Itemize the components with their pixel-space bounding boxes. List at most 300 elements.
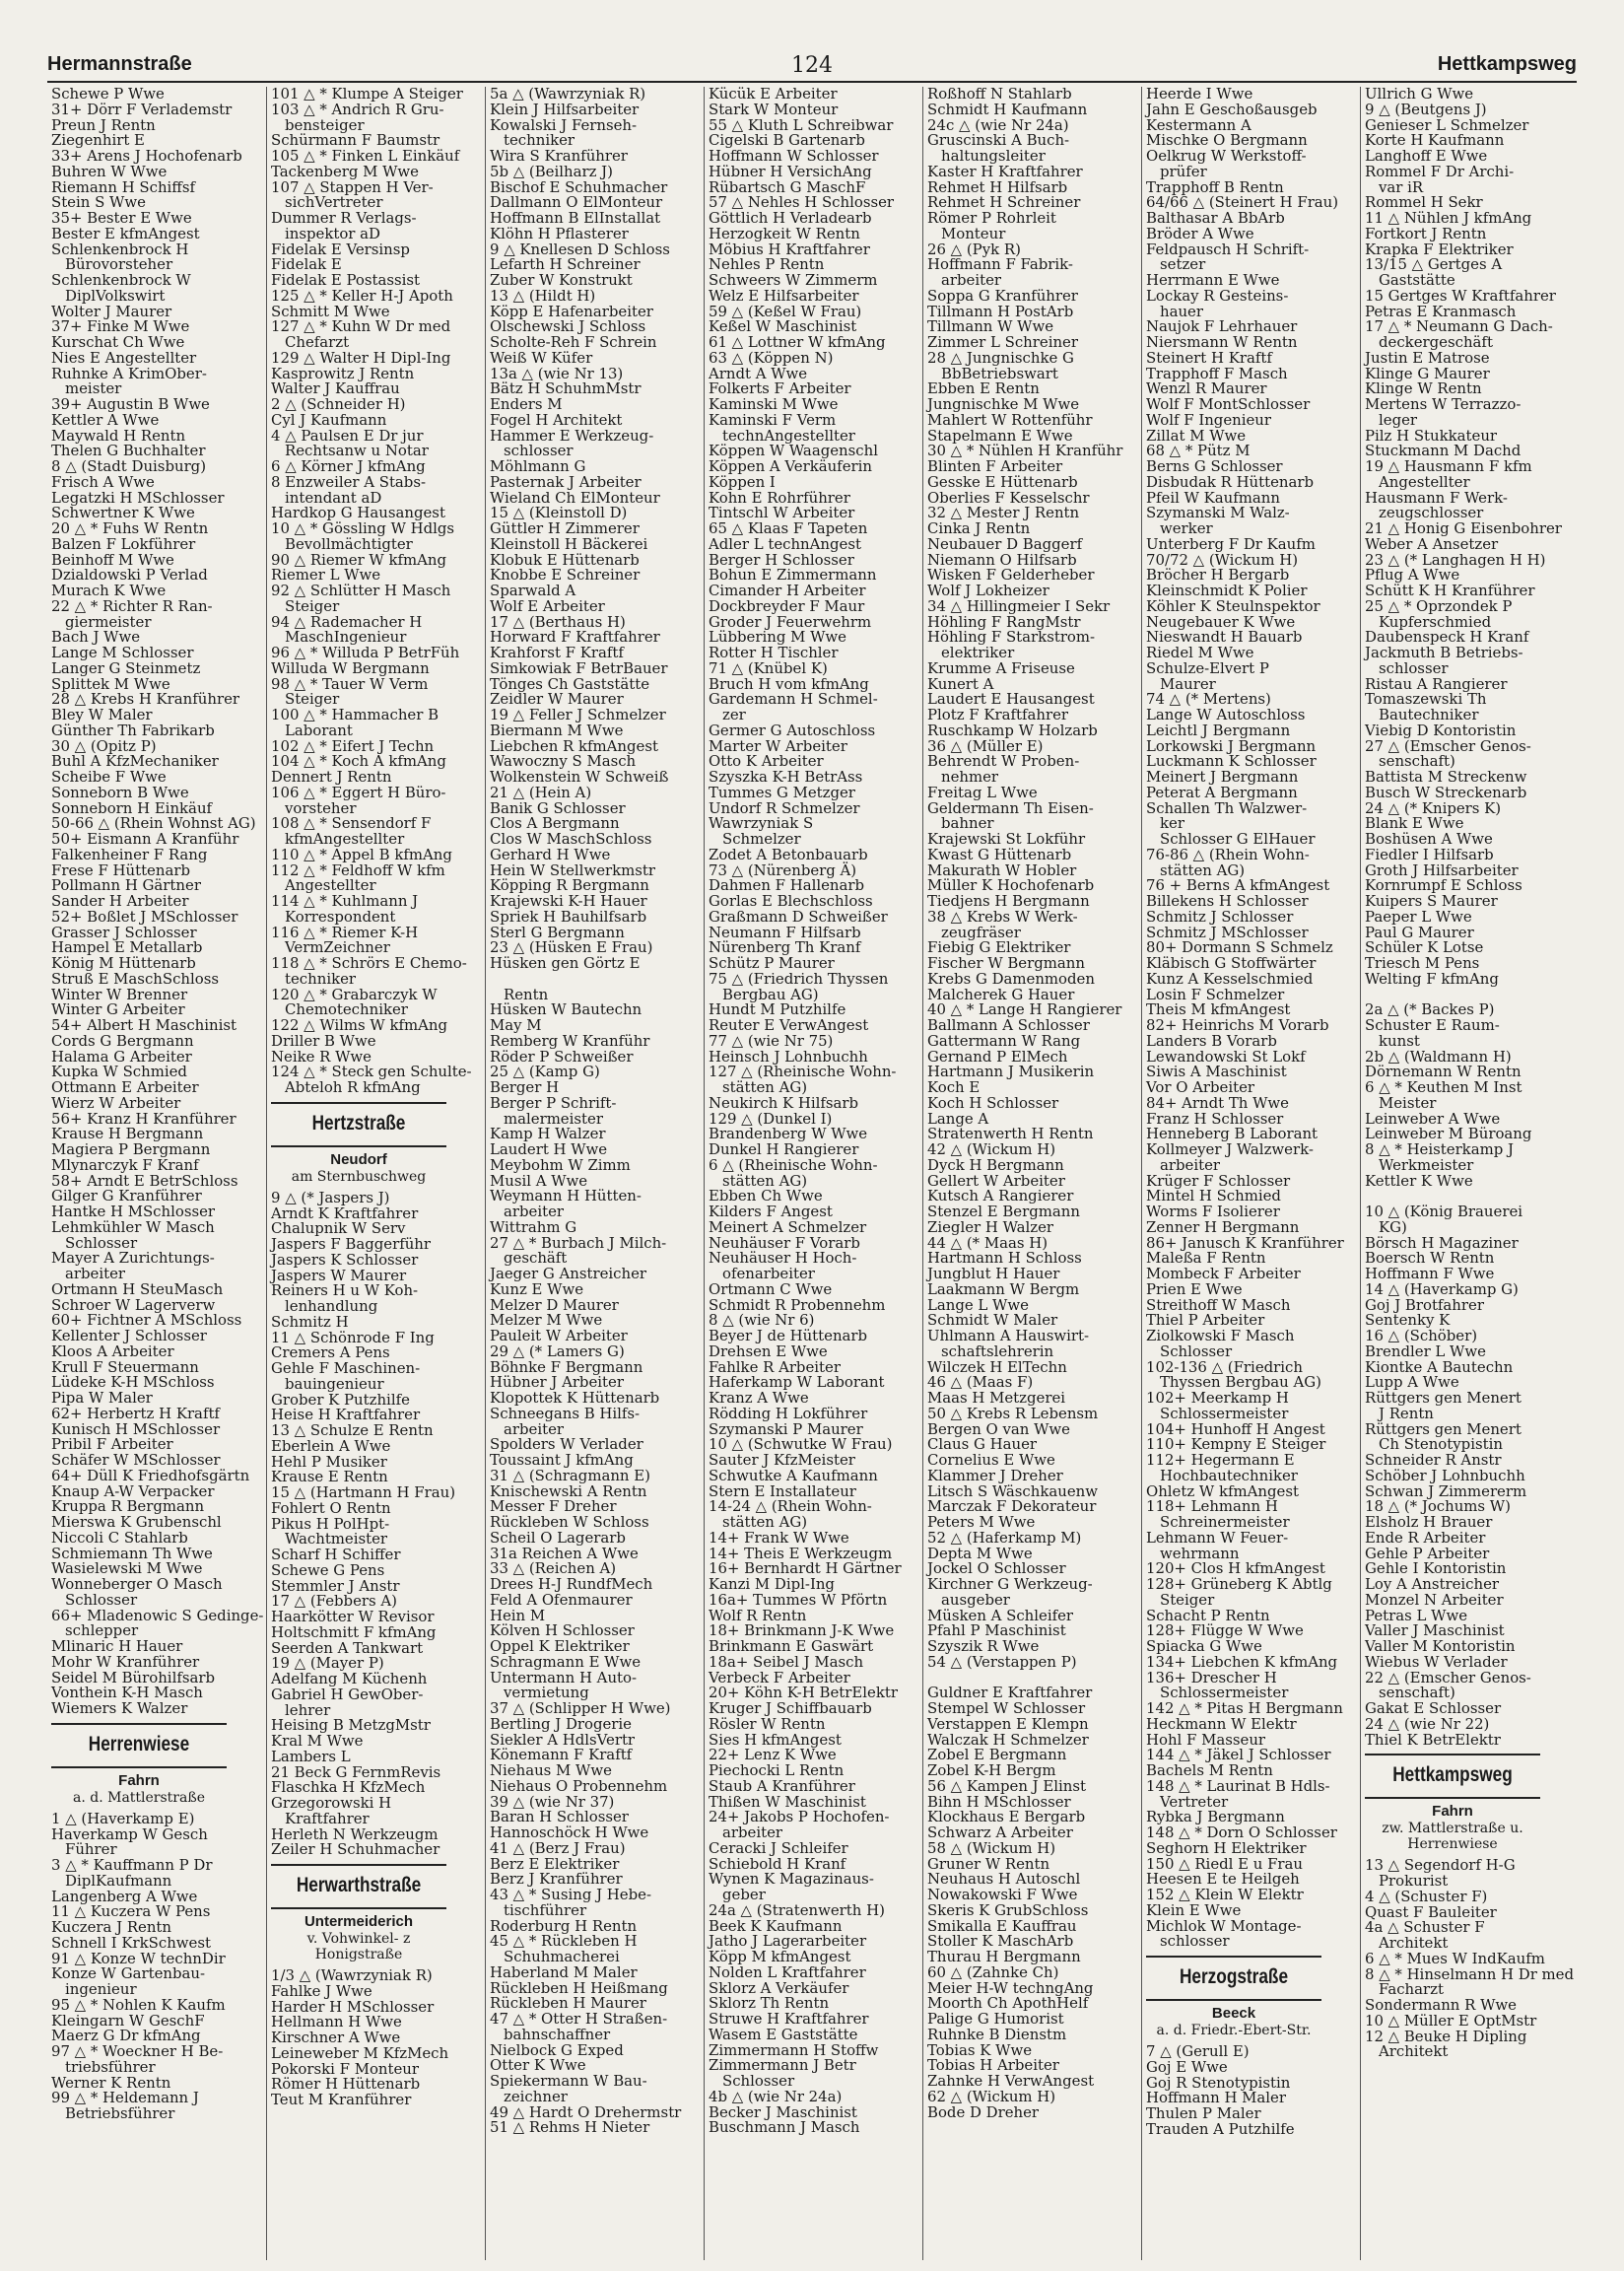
directory-entry: Becker J Maschinist bbox=[709, 2102, 857, 2121]
directory-entry: Fiebig G Elektriker bbox=[927, 938, 1071, 957]
directory-entry: Groth J Hilfsarbeiter bbox=[1365, 860, 1519, 879]
directory-entry: Bode D Dreher bbox=[927, 2102, 1040, 2121]
directory-entry: Neugebauer K Wwe bbox=[1146, 612, 1296, 631]
directory-entry: Kleinstoll H Bäckerei bbox=[490, 534, 648, 553]
directory-entry: Litsch S Wäschkauenw bbox=[927, 1481, 1098, 1500]
directory-entry: 118 △ * Schrörs E Chemo- bbox=[271, 954, 467, 972]
directory-entry: Uhlmann A Hauswirt- bbox=[927, 1327, 1090, 1344]
directory-entry: Kunz A Kesselschmied bbox=[1146, 969, 1314, 988]
directory-entry: 47 △ * Otter H Straßen- bbox=[490, 2010, 668, 2028]
directory-entry: Klopottek K Hüttenarb bbox=[490, 1389, 660, 1407]
directory-entry: Liebchen R kfmAngest bbox=[490, 736, 658, 755]
directory-entry: 97 △ * Woeckner H Be- bbox=[51, 2042, 224, 2060]
directory-entry: Wolf F MontSchlosser bbox=[1146, 395, 1311, 413]
directory-entry: Kellenter J Schlosser bbox=[51, 1327, 207, 1344]
directory-entry: Reiners H u W Koh- bbox=[271, 1281, 419, 1300]
directory-entry: Jungblut H Hauer bbox=[927, 1265, 1060, 1282]
directory-entry: 11 △ Schönrode F Ing bbox=[271, 1328, 435, 1346]
directory-entry: Schmidt H Kaufmann bbox=[927, 100, 1088, 118]
directory-entry: Schacht P Rentn bbox=[1146, 1606, 1270, 1624]
directory-entry: 13 △ Segendorf H-G bbox=[1365, 1856, 1516, 1875]
directory-entry: Wasem E Gaststätte bbox=[709, 2025, 858, 2043]
directory-entry: Hübner H VersichAng bbox=[709, 162, 872, 180]
directory-entry: Stern E Installateur bbox=[709, 1481, 856, 1500]
directory-entry: 8 △ * Hinselmann H Dr med bbox=[1365, 1964, 1575, 1983]
column-1 bbox=[47, 85, 264, 2260]
directory-entry: Dockbreyder F Maur bbox=[709, 596, 865, 615]
street-location: a. d. Friedr.-Ebert-Str. bbox=[1156, 2023, 1312, 2038]
directory-entry: Siekler A HdlsVertr bbox=[490, 1730, 636, 1749]
directory-entry: Beek K Kaufmann bbox=[709, 1916, 843, 1935]
directory-entry: 125 △ * Keller H-J Apoth bbox=[271, 286, 453, 305]
directory-entry: Lehmann W Feuer- bbox=[1146, 1528, 1289, 1547]
directory-entry: Lange A bbox=[927, 1109, 989, 1128]
street-location: zw. Mattlerstraße u. Herrenwiese bbox=[1382, 1821, 1523, 1853]
district-name: Beeck bbox=[1211, 2005, 1256, 2022]
directory-entry: Brandenberg W Wwe bbox=[709, 1125, 868, 1143]
directory-entry: 23 △ (* Langhagen H H) bbox=[1365, 550, 1546, 569]
directory-entry: Krahforst F Kraftf bbox=[490, 644, 624, 661]
directory-entry: Dyck H Bergmann bbox=[927, 1155, 1064, 1174]
directory-entry: Theis M kfmAngest bbox=[1146, 1000, 1291, 1019]
street-heading: Hettkampsweg bbox=[1392, 1763, 1513, 1787]
directory-entry: Cornelius E Wwe bbox=[927, 1451, 1055, 1469]
directory-entry: 148 △ * Dorn O Schlosser bbox=[1146, 1824, 1337, 1841]
directory-entry: Ruhnke A KrimOber- bbox=[51, 364, 207, 382]
directory-entry: Adelfang M Küchenh bbox=[271, 1670, 428, 1687]
directory-entry: Gorlas E Blechschloss bbox=[709, 892, 873, 910]
directory-entry: Klobuk E Hüttenarb bbox=[490, 550, 640, 569]
district-name: Fahrn bbox=[1432, 1803, 1473, 1821]
directory-entry: lenhandlung bbox=[285, 1297, 378, 1315]
directory-entry: Jockel O Schlosser bbox=[927, 1559, 1066, 1578]
directory-entry: Kiontke A Bautechn bbox=[1365, 1357, 1514, 1376]
directory-entry: Bachels M Rentn bbox=[1146, 1761, 1273, 1779]
directory-entry: Nielbock G Exped bbox=[490, 2040, 624, 2059]
directory-entry: Tobias H Arbeiter bbox=[927, 2056, 1059, 2075]
directory-entry: zeugschlosser bbox=[1379, 504, 1484, 522]
directory-entry: Chefarzt bbox=[285, 333, 350, 351]
directory-entry: Krapka F Elektriker bbox=[1365, 240, 1514, 258]
directory-entry: sichVertreter bbox=[285, 193, 383, 212]
directory-entry: 76 + Berns A kfmAngest bbox=[1146, 876, 1330, 895]
directory-entry: Tackenberg M Wwe bbox=[271, 162, 419, 180]
directory-entry: 127 △ (Rheinische Wohn- bbox=[709, 1063, 897, 1081]
directory-entry: haltungsleiter bbox=[941, 147, 1046, 165]
directory-entry: 73 △ (Nürenberg Ä) bbox=[709, 860, 857, 879]
directory-entry: 26 △ (Pyk R) bbox=[927, 240, 1021, 258]
directory-entry: Göttlich H Verladearb bbox=[709, 209, 872, 227]
directory-entry: arbeiter bbox=[1160, 1155, 1221, 1174]
directory-entry: Billekens H Schlosser bbox=[1146, 892, 1309, 910]
directory-entry: Wolf R Rentn bbox=[709, 1606, 807, 1624]
directory-entry: Preun J Rentn bbox=[51, 115, 156, 134]
directory-entry: Biermann M Wwe bbox=[490, 721, 624, 739]
directory-entry: Rösler W Rentn bbox=[709, 1714, 826, 1733]
directory-entry: Willuda W Bergmann bbox=[271, 658, 430, 677]
directory-entry: Klein J Hilfsarbeiter bbox=[490, 100, 640, 118]
directory-entry: Böhnke F Bergmann bbox=[490, 1357, 643, 1376]
directory-entry: 104 △ * Koch A kfmAng bbox=[271, 752, 446, 771]
directory-entry: Mombeck F Arbeiter bbox=[1146, 1265, 1301, 1282]
directory-entry: Plotz F Kraftfahrer bbox=[927, 706, 1069, 723]
directory-entry: Marczak F Dekorateur bbox=[927, 1497, 1097, 1516]
directory-entry: 42 △ (Wickum H) bbox=[927, 1140, 1056, 1158]
directory-entry: Haverkamp W Gesch bbox=[51, 1824, 208, 1843]
directory-entry: Viebig D Kontoristin bbox=[1365, 721, 1517, 739]
directory-entry: Ziegenhirt E bbox=[51, 131, 145, 150]
directory-entry: 5a △ (Wawrzyniak R) bbox=[490, 85, 646, 103]
directory-entry: Rübartsch G MaschF bbox=[709, 177, 866, 196]
directory-entry: DiplVolkswirt bbox=[65, 286, 166, 305]
directory-entry: Kirchner G Werkzeug- bbox=[927, 1575, 1093, 1593]
directory-entry: ingenieur bbox=[65, 1980, 137, 1998]
directory-entry: Wilczek H ElTechn bbox=[927, 1357, 1067, 1376]
directory-entry: Schiebold H Kranf bbox=[709, 1854, 846, 1873]
directory-entry: 10 △ Müller E OptMstr bbox=[1365, 2011, 1537, 2030]
directory-entry: Kupka W Schmied bbox=[51, 1063, 187, 1081]
directory-entry: vermietung bbox=[504, 1684, 589, 1702]
directory-entry: Fahlke J Wwe bbox=[271, 1981, 372, 2000]
directory-entry: Stratenwerth H Rentn bbox=[927, 1125, 1094, 1143]
directory-entry: 17 △ * Neumann G Dach- bbox=[1365, 317, 1553, 336]
directory-entry: Roderburg H Rentn bbox=[490, 1916, 638, 1935]
directory-entry: Schlosser bbox=[1160, 1342, 1233, 1360]
directory-entry: Welz E Hilfsarbeiter bbox=[709, 286, 859, 305]
directory-entry: Führer bbox=[65, 1840, 117, 1859]
directory-entry: Hohl F Masseur bbox=[1146, 1730, 1266, 1749]
directory-entry: bahner bbox=[941, 814, 994, 833]
directory-entry: Sklorz A Verkäufer bbox=[709, 1978, 849, 1997]
directory-entry: Piechocki L Rentn bbox=[709, 1761, 845, 1779]
directory-entry: Toussaint J kfmAng bbox=[490, 1451, 634, 1469]
directory-entry: Fidelak E Versinsp bbox=[271, 240, 410, 258]
directory-entry: Zobel E Bergmann bbox=[927, 1746, 1067, 1764]
directory-entry: Rödding H Lokführer bbox=[709, 1404, 868, 1422]
directory-entry: 32 △ Mester J Rentn bbox=[927, 504, 1080, 522]
directory-entry: 33 △ (Reichen A) bbox=[490, 1559, 617, 1578]
section-rule bbox=[271, 1145, 446, 1147]
directory-entry: 136+ Drescher H bbox=[1146, 1668, 1277, 1686]
directory-entry: 128+ Flügge W Wwe bbox=[1146, 1621, 1304, 1640]
directory-entry: Kruger J Schiffbauarb bbox=[709, 1699, 872, 1717]
directory-entry: Abteloh R kfmAng bbox=[285, 1078, 421, 1096]
directory-entry: 4 △ Paulsen E Dr jur bbox=[271, 426, 424, 445]
directory-entry: Boersch W Rentn bbox=[1365, 1249, 1495, 1268]
directory-entry: Cords G Bergmann bbox=[51, 1031, 194, 1050]
directory-entry: Michlok W Montage- bbox=[1146, 1916, 1302, 1935]
directory-entry: Hellmann H Wwe bbox=[271, 2013, 402, 2031]
directory-entry: Kurschat Ch Wwe bbox=[51, 333, 185, 351]
directory-entry: 11 △ Nühlen J kfmAng bbox=[1365, 209, 1532, 227]
directory-entry: Gehle I Kontoristin bbox=[1365, 1559, 1507, 1578]
directory-entry: Thißen W Maschinist bbox=[709, 1792, 866, 1811]
directory-entry: MaschIngenieur bbox=[285, 628, 407, 647]
directory-entry: schlosser bbox=[1160, 1932, 1230, 1951]
directory-entry: 25 △ * Oprzondek P bbox=[1365, 596, 1513, 615]
directory-entry: 43 △ * Susing J Hebe- bbox=[490, 1886, 651, 1903]
section-rule bbox=[1365, 1797, 1540, 1799]
directory-entry: 15 Gertges W Kraftfahrer bbox=[1365, 286, 1556, 305]
directory-entry: 4a △ Schuster F bbox=[1365, 1918, 1485, 1937]
directory-entry: stätten AG) bbox=[722, 1513, 808, 1531]
directory-entry: 27 △ (Emscher Genos- bbox=[1365, 736, 1531, 755]
directory-entry: Tillmann W Wwe bbox=[927, 317, 1054, 336]
directory-entry: 98 △ * Tauer W Verm bbox=[271, 674, 429, 693]
directory-entry: Daubenspeck H Kranf bbox=[1365, 628, 1529, 647]
directory-entry: Hüsken W Bautechn bbox=[490, 1000, 643, 1019]
directory-entry: 21 △ Honig G Eisenbohrer bbox=[1365, 519, 1562, 537]
directory-entry: Gesske E Hüttenarb bbox=[927, 472, 1078, 491]
directory-entry: leger bbox=[1379, 410, 1418, 429]
directory-entry: Zimmer L Schreiner bbox=[927, 333, 1078, 351]
district-name: Neudorf bbox=[330, 1150, 387, 1168]
directory-entry: Flaschka H KfzMech bbox=[271, 1778, 426, 1797]
directory-entry: Kohn E Rohrführer bbox=[709, 488, 850, 507]
directory-entry: Rückleben H Maurer bbox=[490, 1994, 646, 2013]
directory-entry: 63 △ (Köppen N) bbox=[709, 348, 834, 367]
directory-entry: Schütz P Maurer bbox=[709, 954, 835, 972]
directory-entry: Ziolkowski F Masch bbox=[1146, 1327, 1295, 1344]
directory-entry: Smikalla E Kauffrau bbox=[927, 1916, 1077, 1935]
directory-entry: Maurer bbox=[1160, 674, 1216, 693]
directory-entry: Schwutke A Kaufmann bbox=[709, 1466, 878, 1484]
directory-entry: Banik G Schlosser bbox=[490, 798, 626, 817]
directory-entry: Schlenkenbrock W bbox=[51, 271, 191, 289]
directory-entry: kfmAngestellter bbox=[285, 830, 405, 848]
directory-entry: Falkenheiner F Rang bbox=[51, 845, 208, 863]
directory-entry: Sklorz Th Rentn bbox=[709, 1994, 830, 2013]
directory-entry: techniker bbox=[285, 969, 357, 988]
street-location: am Sternbuschweg bbox=[291, 1168, 427, 1185]
directory-entry: Spiacka G Wwe bbox=[1146, 1637, 1262, 1655]
directory-entry: Köhler K Steulnspektor bbox=[1146, 596, 1320, 615]
directory-entry: Wolf E Arbeiter bbox=[490, 596, 605, 615]
column-7 bbox=[1360, 85, 1575, 2260]
directory-entry: Berger P Schrift- bbox=[490, 1093, 617, 1112]
directory-entry: giermeister bbox=[65, 612, 152, 631]
directory-entry: Lange L Wwe bbox=[927, 1295, 1029, 1314]
directory-entry: Oberlies F Kesselschr bbox=[927, 488, 1090, 507]
directory-entry: Gilger G Kranführer bbox=[51, 1187, 202, 1205]
directory-entry: 76-86 △ (Rhein Wohn- bbox=[1146, 845, 1310, 863]
directory-entry: Schlosser bbox=[65, 1590, 138, 1609]
directory-entry: Beyer J de Hüttenarb bbox=[709, 1327, 868, 1344]
directory-entry: 35+ Bester E Wwe bbox=[51, 209, 192, 227]
directory-entry: Balthasar A BbArb bbox=[1146, 209, 1285, 227]
directory-entry: Scheil O Lagerarb bbox=[490, 1528, 626, 1547]
directory-entry: Bihn H MSchlosser bbox=[927, 1792, 1071, 1811]
directory-entry: Dennert J Rentn bbox=[271, 768, 392, 786]
directory-entry: arbeiter bbox=[504, 1203, 565, 1220]
directory-entry: Murach K Wwe bbox=[51, 582, 167, 599]
district-name: Fahrn bbox=[118, 1771, 160, 1789]
directory-entry: 16 △ (Schöber) bbox=[1365, 1327, 1478, 1344]
directory-entry: Triesch M Pens bbox=[1365, 954, 1480, 972]
directory-entry: 50 △ Krebs R Lebensm bbox=[927, 1404, 1099, 1422]
directory-entry: 112+ Hegermann E bbox=[1146, 1451, 1295, 1469]
directory-entry: Wolkenstein W Schweiß bbox=[490, 768, 669, 786]
directory-entry: 28 △ Jungnischke G bbox=[927, 348, 1074, 367]
directory-entry: 14 △ (Haverkamp G) bbox=[1365, 1279, 1519, 1298]
directory-entry: 86+ Janusch K Kranführer bbox=[1146, 1233, 1344, 1252]
directory-entry: Schmitz J Schlosser bbox=[1146, 907, 1294, 926]
directory-entry: Germer G Autoschloss bbox=[709, 721, 876, 739]
directory-entry: Nieswandt H Bauarb bbox=[1146, 628, 1303, 647]
directory-entry: Prien E Wwe bbox=[1146, 1279, 1243, 1298]
directory-entry: Fischer W Bergmann bbox=[927, 954, 1085, 972]
directory-entry: zer bbox=[722, 706, 746, 723]
directory-entry: Dallmann O ElMonteur bbox=[490, 193, 663, 212]
directory-entry: 107 △ Stappen H Ver- bbox=[271, 177, 434, 196]
directory-entry: Kwast G Hüttenarb bbox=[927, 845, 1072, 863]
directory-entry: Langer G Steinmetz bbox=[51, 658, 201, 677]
directory-entry: bauingenieur bbox=[285, 1374, 384, 1393]
column-4 bbox=[704, 85, 902, 2260]
directory-entry: 60 △ (Zahnke Ch) bbox=[927, 1962, 1059, 1981]
directory-entry: Röder P Schweißer bbox=[490, 1047, 634, 1066]
directory-entry: 15 △ (Hartmann H Frau) bbox=[271, 1483, 455, 1501]
directory-entry: Maas H Metzgerei bbox=[927, 1389, 1066, 1407]
directory-entry: 39+ Augustin B Wwe bbox=[51, 395, 210, 413]
directory-entry: Gaststätte bbox=[1379, 271, 1455, 289]
directory-entry: 4b △ (wie Nr 24a) bbox=[709, 2087, 843, 2105]
directory-entry: Vertreter bbox=[1160, 1792, 1229, 1811]
directory-entry: Hartmann J Musikerin bbox=[927, 1063, 1095, 1081]
directory-entry: Bruch H vom kfmAng bbox=[709, 674, 869, 693]
directory-entry: Lange W Autoschloss bbox=[1146, 706, 1306, 723]
directory-entry: Steinert H Kraftf bbox=[1146, 348, 1272, 367]
directory-entry: Ottmann E Arbeiter bbox=[51, 1078, 199, 1096]
section-rule bbox=[271, 1907, 446, 1909]
directory-entry: 60+ Fichtner A MSchloss bbox=[51, 1311, 242, 1330]
directory-entry: Riedel M Wwe bbox=[1146, 644, 1254, 661]
directory-entry: Scholte-Reh F Schrein bbox=[490, 333, 657, 351]
directory-entry: Wira S Kranführer bbox=[490, 147, 628, 165]
directory-entry: Malcherek G Hauer bbox=[927, 985, 1075, 1003]
directory-entry: Ortmann C Wwe bbox=[709, 1279, 833, 1298]
directory-entry: 128+ Grüneberg K Abtlg bbox=[1146, 1575, 1332, 1593]
directory-entry: ofenarbeiter bbox=[722, 1265, 815, 1282]
directory-entry: Wenzl R Maurer bbox=[1146, 379, 1267, 398]
directory-entry: Claus G Hauer bbox=[927, 1435, 1038, 1454]
directory-entry: 62 △ (Wickum H) bbox=[927, 2087, 1056, 2105]
directory-entry: Blank E Wwe bbox=[1365, 814, 1464, 833]
directory-entry: stätten AG) bbox=[722, 1171, 808, 1190]
directory-entry: Bley W Maler bbox=[51, 706, 153, 723]
directory-entry: 80+ Dormann S Schmelz bbox=[1146, 938, 1333, 957]
directory-entry: Bertling J Drogerie bbox=[490, 1714, 632, 1733]
directory-entry: Rotter H Tischler bbox=[709, 644, 839, 661]
directory-entry: 75 △ (Friedrich Thyssen bbox=[709, 969, 889, 988]
directory-entry: Schulze-Elvert P bbox=[1146, 658, 1269, 677]
directory-entry: Köpp M kfmAngest bbox=[709, 1948, 851, 1965]
directory-entry: Kunisch H MSchlosser bbox=[51, 1419, 221, 1438]
directory-entry: 8 △ (Stadt Duisburg) bbox=[51, 457, 207, 475]
directory-entry: geber bbox=[722, 1886, 766, 1903]
directory-entry: Schallen Th Walzwer- bbox=[1146, 798, 1308, 817]
directory-entry: 10 △ * Gössling W Hdlgs bbox=[271, 519, 455, 537]
directory-entry: Drees H-J RundfMech bbox=[490, 1575, 653, 1593]
directory-entry: Struß E MaschSchloss bbox=[51, 969, 220, 988]
directory-entry: Trapphoff B Rentn bbox=[1146, 177, 1284, 196]
directory-entry: Heise H Kraftfahrer bbox=[271, 1406, 421, 1424]
directory-entry: 9 △ (Beutgens J) bbox=[1365, 100, 1487, 118]
directory-entry: 15 △ (Kleinstoll D) bbox=[490, 504, 628, 522]
directory-entry: Krüger F Schlosser bbox=[1146, 1171, 1291, 1190]
directory-entry: 39 △ (wie Nr 37) bbox=[490, 1792, 615, 1811]
directory-entry: Schüler K Lotse bbox=[1365, 938, 1484, 957]
directory-entry: prüfer bbox=[1160, 162, 1207, 180]
directory-entry: Gruscinski A Buch- bbox=[927, 131, 1070, 150]
directory-entry: Tummes G Metzger bbox=[709, 783, 855, 801]
directory-entry: Klockhaus E Bergarb bbox=[927, 1808, 1086, 1826]
directory-entry: Hochbautechniker bbox=[1160, 1466, 1298, 1484]
directory-entry: 6 △ (Rheinische Wohn- bbox=[709, 1155, 878, 1174]
street-location: a. d. Mattlerstraße bbox=[73, 1789, 205, 1806]
directory-entry: Thulen P Maler bbox=[1146, 2104, 1261, 2122]
directory-entry: Kutsch A Rangierer bbox=[927, 1187, 1074, 1205]
directory-entry: Sondermann R Wwe bbox=[1365, 1996, 1517, 2014]
directory-entry: Leineweber M KfzMech bbox=[271, 2043, 449, 2062]
directory-entry: Schwertner K Wwe bbox=[51, 504, 195, 522]
directory-entry: Berns G Schlosser bbox=[1146, 457, 1283, 475]
directory-entry: 91 △ Konze W technDir bbox=[51, 1949, 226, 1967]
directory-entry: Wawoczny S Masch bbox=[490, 752, 637, 771]
directory-entry: Architekt bbox=[1379, 1934, 1449, 1952]
directory-entry: Untermann H Auto- bbox=[490, 1668, 638, 1686]
directory-entry: Kleinschmidt K Polier bbox=[1146, 582, 1308, 599]
directory-entry: Naujok F Lehrhauer bbox=[1146, 317, 1298, 336]
directory-entry: Schmitz J MSchlosser bbox=[1146, 923, 1309, 941]
directory-entry: Eberlein A Wwe bbox=[271, 1436, 391, 1455]
directory-entry: Hantke H MSchlosser bbox=[51, 1203, 216, 1220]
directory-entry: Halama G Arbeiter bbox=[51, 1047, 192, 1066]
directory-entry: Goj R Stenotypistin bbox=[1146, 2073, 1291, 2092]
directory-entry: arbeiter bbox=[504, 1419, 565, 1438]
directory-entry: Krebs G Damenmoden bbox=[927, 969, 1095, 988]
directory-entry: Leichtl J Bergmann bbox=[1146, 721, 1291, 739]
directory-entry: Bätz H SchuhmMstr bbox=[490, 379, 642, 398]
directory-entry: 102-136 △ (Friedrich bbox=[1146, 1357, 1303, 1376]
directory-entry: Pokorski F Monteur bbox=[271, 2059, 420, 2078]
directory-entry: Guldner E Kraftfahrer bbox=[927, 1684, 1093, 1702]
directory-entry: Hüsken gen Görtz E bbox=[490, 954, 641, 972]
directory-entry: Stoller K MaschArb bbox=[927, 1932, 1074, 1951]
directory-entry: geschäft bbox=[504, 1249, 568, 1268]
directory-entry: Kilders F Angest bbox=[709, 1203, 833, 1220]
directory-entry: Paeper L Wwe bbox=[1365, 907, 1472, 926]
directory-entry: Bröder A Wwe bbox=[1146, 224, 1254, 242]
directory-entry: Nürenberg Th Kranf bbox=[709, 938, 861, 957]
directory-entry: Hehl P Musiker bbox=[271, 1452, 387, 1471]
directory-entry: Pollmann H Gärtner bbox=[51, 876, 201, 895]
directory-entry: 9 △ (* Jaspers J) bbox=[271, 1188, 390, 1206]
directory-entry: Bürovorsteher bbox=[65, 255, 173, 274]
street-location: v. Vohwinkel- z Honigstraße bbox=[306, 1931, 411, 1962]
directory-entry: Könemann F Kraftf bbox=[490, 1746, 633, 1764]
directory-entry: Battista M Streckenw bbox=[1365, 768, 1527, 786]
directory-entry: Buhren W Wwe bbox=[51, 162, 168, 180]
directory-entry: bahnschaffner bbox=[504, 2025, 611, 2043]
directory-entry: Clos A Bergmann bbox=[490, 814, 620, 833]
directory-entry: 122 △ Wilms W kfmAng bbox=[271, 1016, 447, 1034]
directory-entry: Jaspers K Schlosser bbox=[271, 1250, 419, 1269]
directory-entry: Niehaus M Wwe bbox=[490, 1761, 612, 1779]
directory-entry: Lüdeke K-H MSchloss bbox=[51, 1373, 215, 1392]
directory-entry: 150 △ Riedl E u Frau bbox=[1146, 1854, 1303, 1873]
directory-entry: KG) bbox=[1379, 1217, 1407, 1236]
